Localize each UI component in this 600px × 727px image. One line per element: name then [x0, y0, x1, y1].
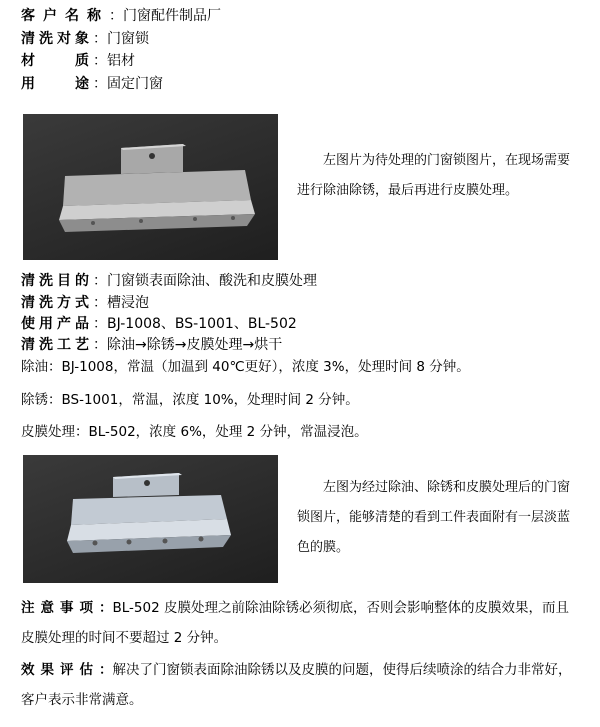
- info-client: 客户名称：门窗配件制品厂: [21, 8, 221, 24]
- evaluation-text: 解决了门窗锁表面除油除锈以及皮膜的问题，使得后续喷涂的结合力非常好，客户表示非常满意。: [21, 662, 572, 708]
- cleaning-method: 清洗方式：槽浸泡: [21, 295, 149, 311]
- photo-before: [23, 114, 278, 260]
- cleaning-products: 使用产品：BJ-1008、BS-1001、BL-502: [21, 316, 297, 332]
- step-derust: 除锈：BS-1001，常温，浓度 10%，处理时间 2 分钟。: [21, 392, 359, 408]
- cleaning-value: 门窗锁表面除油、酸洗和皮膜处理: [107, 273, 317, 289]
- cleaning-value: 槽浸泡: [107, 295, 149, 311]
- info-label: 材 质: [21, 53, 93, 69]
- info-value: 固定门窗: [107, 76, 163, 92]
- info-usage: 用 途：固定门窗: [21, 76, 163, 92]
- cleaning-value: BJ-1008、BS-1001、BL-502: [107, 316, 297, 332]
- evaluation-paragraph: 效果评估：解决了门窗锁表面除油除锈以及皮膜的问题，使得后续喷涂的结合力非常好，客户表示非常满意。: [21, 655, 581, 715]
- notes-label: 注意事项: [21, 600, 99, 616]
- info-label: 客户名称: [21, 8, 109, 24]
- step-degrease: 除油：BJ-1008，常温（加温到 40℃更好），浓度 3%，处理时间 8 分钟。: [21, 359, 470, 375]
- info-label: 清洗对象: [21, 31, 93, 47]
- cleaning-value: 除油→除锈→皮膜处理→烘干: [107, 337, 283, 353]
- info-object: 清洗对象：门窗锁: [21, 31, 149, 47]
- step-film: 皮膜处理：BL-502，浓度 6%，处理 2 分钟，常温浸泡。: [21, 424, 368, 440]
- door-lock-after-image: [23, 455, 278, 583]
- cleaning-process: 清洗工艺：除油→除锈→皮膜处理→烘干: [21, 337, 283, 353]
- info-value: 门窗锁: [107, 31, 149, 47]
- door-lock-before-image: [23, 114, 278, 260]
- photo-before-caption: 左图片为待处理的门窗锁图片，在现场需要进行除油除锈，最后再进行皮膜处理。: [297, 153, 571, 198]
- info-value: 门窗配件制品厂: [123, 8, 221, 24]
- notes-paragraph: 注意事项：BL-502 皮膜处理之前除油除锈必须彻底，否则会影响整体的皮膜效果，而且皮膜处理的时间不要超过 2 分钟。: [21, 593, 581, 653]
- info-value: 铝材: [107, 53, 135, 69]
- info-material: 材 质：铝材: [21, 53, 135, 69]
- notes-text: BL-502 皮膜处理之前除油除锈必须彻底，否则会影响整体的皮膜效果，而且皮膜处理的时间不要超过 2 分钟。: [21, 600, 569, 646]
- cleaning-purpose: 清洗目的：门窗锁表面除油、酸洗和皮膜处理: [21, 273, 317, 289]
- cleaning-label: 清洗目的: [21, 273, 93, 289]
- cleaning-label: 清洗方式: [21, 295, 93, 311]
- cleaning-label: 使用产品: [21, 316, 93, 332]
- info-label: 用 途: [21, 76, 93, 92]
- cleaning-label: 清洗工艺: [21, 337, 93, 353]
- evaluation-label: 效果评估: [21, 662, 99, 678]
- photo-after-caption: 左图为经过除油、除锈和皮膜处理后的门窗锁图片，能够清楚的看到工件表面附有一层淡蓝色的膜。: [297, 480, 571, 555]
- photo-after: [23, 455, 278, 583]
